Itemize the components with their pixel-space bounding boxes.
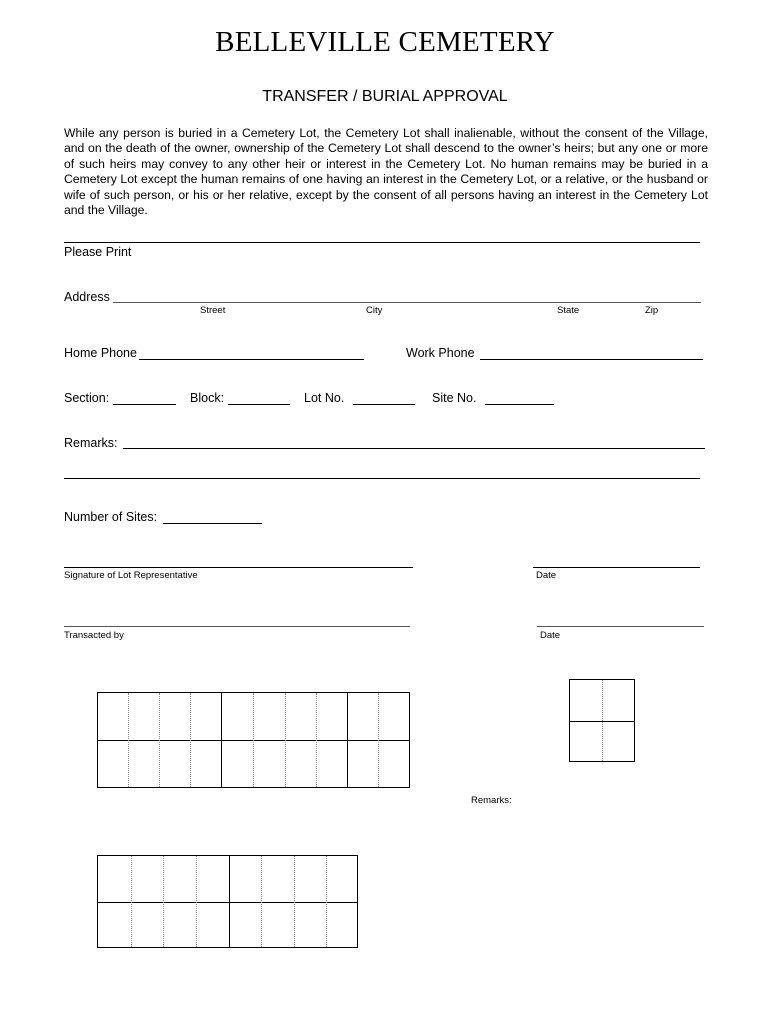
signature-date-label: Date — [536, 570, 557, 581]
home-phone-label: Home Phone — [64, 346, 137, 360]
home-phone-line[interactable] — [139, 359, 364, 360]
remarks-line-2[interactable] — [64, 478, 700, 479]
lot-label: Lot No. — [304, 391, 345, 405]
intro-paragraph: While any person is buried in a Cemetery Lot, the Cemetery Lot shall inalienable, without the consent of the Village, and on the death of the owner, ownership of the Cemetery Lot shall descend to the owner’s heirs; but any one or more of such heirs may convey to any other heir or interest in the Cemetery Lot. No human remains may be buried in a Cemetery Lot except the human remains of one having an interest in the Cemetery Lot, or a relative, or the husband or wife of such person, or his or her relative, except by the consent of all persons having an interest in the Cemetery Lot and the Village. — [64, 126, 708, 218]
lot-diagram-grid-2 — [97, 855, 358, 948]
address-label: Address — [64, 290, 110, 304]
remarks-line-1[interactable] — [123, 448, 705, 449]
site-diagram-grid — [569, 679, 635, 762]
signature-line[interactable] — [64, 567, 413, 568]
work-phone-line[interactable] — [480, 359, 703, 360]
transacted-date-line[interactable] — [537, 626, 704, 627]
site-line[interactable] — [485, 404, 554, 405]
address-state-label: State — [557, 305, 580, 316]
signature-label: Signature of Lot Representative — [64, 570, 198, 581]
diagram-remarks-label: Remarks: — [471, 795, 512, 806]
transacted-by-label: Transacted by — [64, 630, 124, 641]
section-line[interactable] — [113, 404, 176, 405]
site-label: Site No. — [432, 391, 477, 405]
lot-line[interactable] — [353, 404, 415, 405]
transacted-date-label: Date — [540, 630, 561, 641]
section-label: Section: — [64, 391, 110, 405]
number-of-sites-label: Number of Sites: — [64, 510, 158, 524]
block-label: Block: — [190, 391, 225, 405]
remarks-label: Remarks: — [64, 436, 118, 450]
block-line[interactable] — [228, 404, 290, 405]
work-phone-label: Work Phone — [406, 346, 475, 360]
address-line[interactable] — [113, 302, 701, 303]
page-title: BELLEVILLE CEMETERY — [215, 26, 555, 58]
form-subtitle: TRANSFER / BURIAL APPROVAL — [262, 88, 508, 105]
address-city-label: City — [366, 305, 383, 316]
signature-date-line[interactable] — [533, 567, 700, 568]
number-of-sites-line[interactable] — [163, 523, 262, 524]
lot-diagram-grid — [97, 692, 410, 788]
transacted-by-line[interactable] — [64, 626, 410, 627]
name-line[interactable] — [64, 242, 700, 243]
please-print-label: Please Print — [64, 245, 132, 259]
address-zip-label: Zip — [645, 305, 659, 316]
address-street-label: Street — [200, 305, 226, 316]
